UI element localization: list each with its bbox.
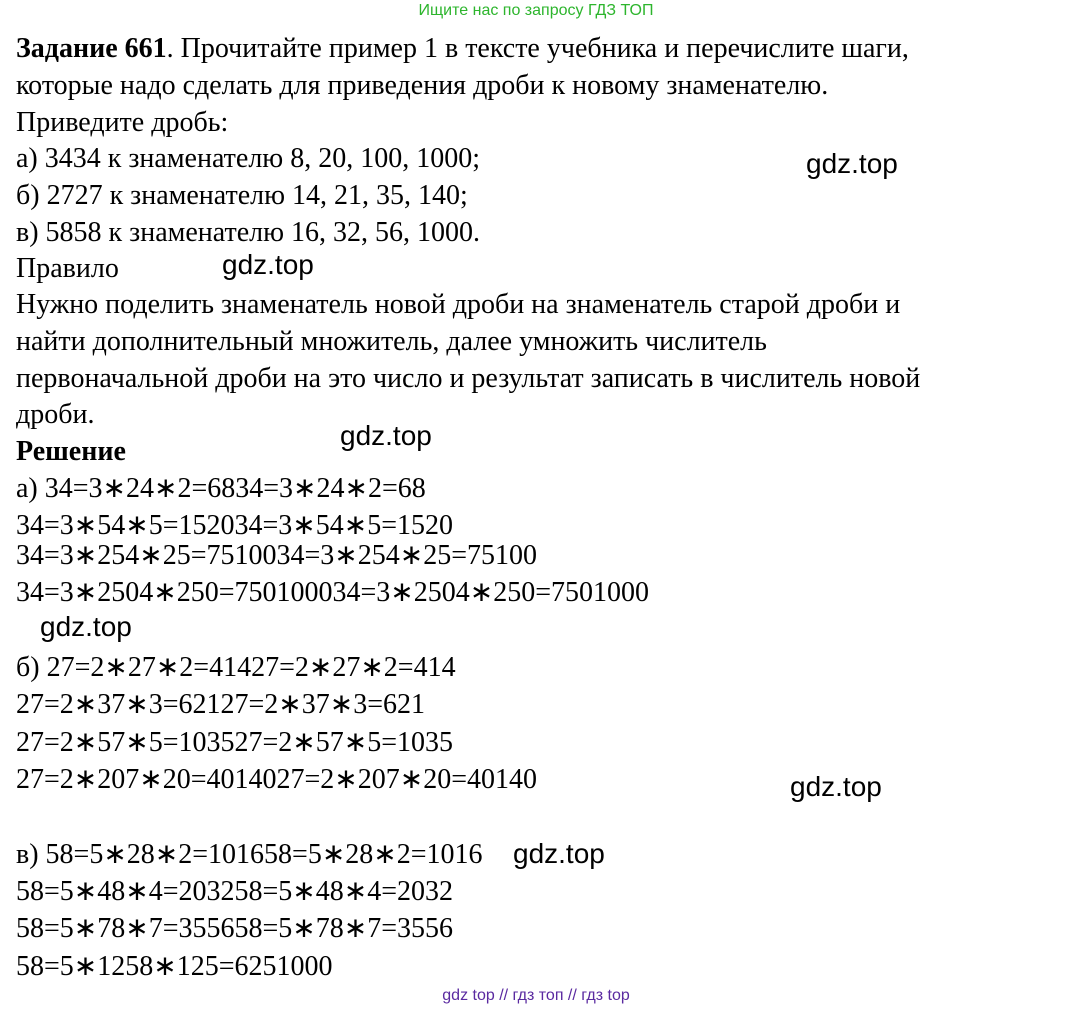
top-banner-link[interactable]: Ищите нас по запросу ГДЗ ТОП (418, 2, 654, 19)
solution-c-line-1: в) 58=5∗28∗2=101658=5∗28∗2=1016 (16, 839, 483, 870)
watermark-5: gdz.top (790, 771, 882, 802)
solution-b-line-1: б) 27=2∗27∗2=41427=2∗27∗2=414 (16, 652, 456, 683)
task-intro-text-1: . Прочитайте пример 1 в тексте учебника и перечислите шаги, (166, 33, 909, 64)
solution-a-line-4: 34=3∗2504∗250=750100034=3∗2504∗250=7501000 (16, 577, 650, 608)
solution-c-line-3: 58=5∗78∗7=355658=5∗78∗7=3556 (16, 913, 454, 944)
solution-heading-text: Решение (16, 436, 126, 467)
rule-heading: Правило (16, 253, 119, 284)
solution-b-line-2: 27=2∗37∗3=62127=2∗37∗3=621 (16, 689, 426, 720)
solution-heading (16, 436, 126, 468)
solution-a-line-3: 34=3∗254∗25=7510034=3∗254∗25=75100 (16, 540, 538, 571)
solution-c-line-4: 58=5∗1258∗125=6251000 (16, 951, 333, 982)
task-title: Задание 661 (16, 33, 167, 64)
task-prompt: Приведите дробь: (16, 107, 229, 138)
watermark-3: gdz.top (340, 420, 432, 451)
task-intro-line-2: которые надо сделать для приведения дроби к новому знаменателю. (16, 70, 829, 101)
watermark-4: gdz.top (40, 611, 132, 642)
watermark-2: gdz.top (222, 249, 314, 280)
rule-line-4: дроби. (16, 399, 95, 430)
watermark-6: gdz.top (513, 838, 605, 869)
task-item-c: в) 5858 к знаменателю 16, 32, 56, 1000. (16, 217, 481, 248)
task-item-b: б) 2727 к знаменателю 14, 21, 35, 140; (16, 180, 468, 211)
solution-a-line-1: а) 34=3∗24∗2=6834=3∗24∗2=68 (16, 473, 426, 504)
task-intro-line-1 (16, 33, 909, 65)
rule-line-1: Нужно поделить знаменатель новой дроби на знаменатель старой дроби и (16, 289, 901, 320)
watermark-1: gdz.top (806, 148, 898, 179)
solution-b-line-3: 27=2∗57∗5=103527=2∗57∗5=1035 (16, 727, 454, 758)
rule-line-3: первоначальной дроби на это число и результат записать в числитель новой (16, 363, 921, 394)
footer-links[interactable]: gdz top // гдз топ // гдз top (442, 987, 630, 1004)
rule-line-2: найти дополнительный множитель, далее умножить числитель (16, 326, 767, 357)
solution-c-line-2: 58=5∗48∗4=203258=5∗48∗4=2032 (16, 876, 454, 907)
solution-b-line-4: 27=2∗207∗20=4014027=2∗207∗20=40140 (16, 764, 538, 795)
task-item-a: а) 3434 к знаменателю 8, 20, 100, 1000; (16, 143, 480, 174)
solution-a-line-2: 34=3∗54∗5=152034=3∗54∗5=1520 (16, 510, 454, 541)
